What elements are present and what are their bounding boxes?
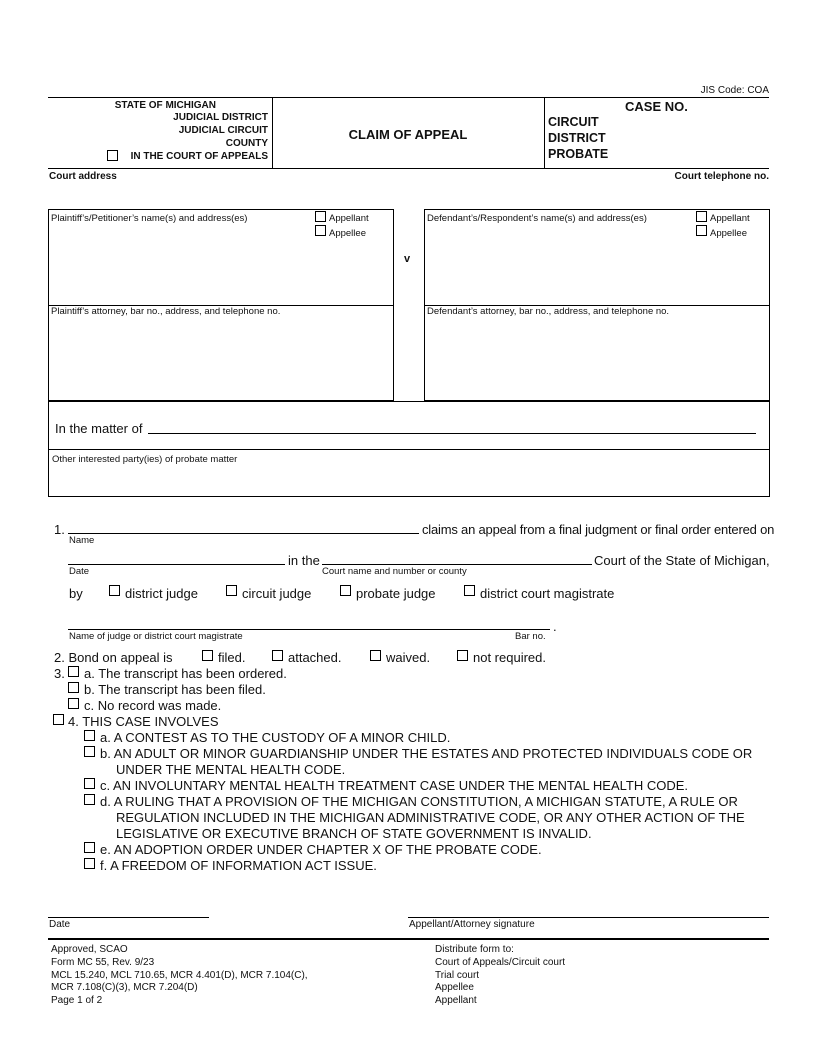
bond-label: 2. Bond on appeal is	[54, 650, 173, 665]
judgment-date-line[interactable]	[68, 564, 285, 565]
item4f-label: f. A FREEDOM OF INFORMATION ACT ISSUE.	[100, 858, 377, 873]
appellant-name-line[interactable]	[68, 533, 419, 534]
defendant-label: Defendant’s/Respondent’s name(s) and address(es)	[427, 213, 647, 224]
case-type-district: DISTRICT	[548, 131, 606, 145]
district-judge-label: district judge	[125, 586, 198, 601]
item4b-checkbox[interactable]	[84, 746, 95, 757]
header-bottom-rule	[48, 168, 769, 169]
bond-waived-label: waived.	[386, 650, 431, 665]
bond-not-required-checkbox[interactable]	[457, 650, 468, 661]
footer-dist-trial: Trial court	[435, 969, 480, 981]
item4b-label-line2: UNDER THE MENTAL HEALTH CODE.	[116, 762, 346, 777]
court-address-label: Court address	[49, 171, 117, 182]
bond-waived-checkbox[interactable]	[370, 650, 381, 661]
footer-dist-appellant: Appellant	[435, 995, 477, 1007]
bond-attached-label: attached.	[288, 650, 342, 665]
in-matter-of-label: In the matter of	[55, 421, 143, 436]
item4c-label: c. AN INVOLUNTARY MENTAL HEALTH TREATMENT CASE UNDER THE MENTAL HEALTH CODE.	[100, 778, 688, 793]
court-caption: Court name and number or county	[322, 566, 467, 577]
district-magistrate-label: district court magistrate	[480, 586, 615, 601]
versus-label: v	[404, 253, 411, 265]
footer-page: Page 1 of 2	[51, 995, 103, 1007]
footer-form-no: Form MC 55, Rev. 9/23	[51, 956, 155, 968]
transcript-ordered-checkbox[interactable]	[68, 666, 79, 677]
county-label: COUNTY	[225, 138, 268, 149]
footer-left	[51, 944, 308, 1008]
header-divider-2	[544, 97, 545, 168]
item4b-label-line1: b. AN ADULT OR MINOR GUARDIANSHIP UNDER THE ESTATES AND PROTECTED INDIVIDUALS CODE OR	[100, 746, 753, 761]
plaintiff-attorney-label: Plaintiff’s attorney, bar no., address, and telephone no.	[51, 306, 281, 317]
plaintiff-appellee-checkbox[interactable]	[315, 225, 326, 236]
transcript-ordered-label: a. The transcript has been ordered.	[84, 666, 287, 681]
in-the-text: in the	[288, 553, 320, 568]
probate-judge-checkbox[interactable]	[340, 585, 351, 596]
plaintiff-appellant-checkbox[interactable]	[315, 211, 326, 222]
footer-mcl-1: MCL 15.240, MCL 710.65, MCR 4.401(D), MCR 7.104(C),	[51, 969, 308, 981]
item4e-label: e. AN ADOPTION ORDER UNDER CHAPTER X OF THE PROBATE CODE.	[100, 842, 542, 857]
judicial-circuit-label: JUDICIAL CIRCUIT	[178, 125, 268, 136]
state-label: STATE OF MICHIGAN	[114, 100, 216, 111]
plaintiff-label: Plaintiff’s/Petitioner’s name(s) and address(es)	[51, 213, 248, 224]
transcript-filed-checkbox[interactable]	[68, 682, 79, 693]
item4f-checkbox[interactable]	[84, 858, 95, 869]
judge-line-period: .	[553, 619, 557, 634]
bar-no-caption: Bar no.	[515, 631, 546, 642]
item4e-checkbox[interactable]	[84, 842, 95, 853]
defendant-attorney-label: Defendant’s attorney, bar no., address, and telephone no.	[427, 306, 670, 317]
footer-mcl-2: MCR 7.108(C)(3), MCR 7.204(D)	[51, 982, 198, 994]
item4d-checkbox[interactable]	[84, 794, 95, 805]
date-caption: Date	[69, 566, 90, 577]
case-type-probate: PROBATE	[548, 147, 609, 161]
signature-label: Appellant/Attorney signature	[409, 919, 535, 930]
district-magistrate-checkbox[interactable]	[464, 585, 475, 596]
defendant-appellant-label: Appellant	[710, 213, 750, 224]
name-caption: Name	[69, 535, 95, 546]
signature-line[interactable]	[408, 917, 769, 918]
item1-number: 1.	[54, 522, 65, 537]
no-record-label: c. No record was made.	[84, 698, 222, 713]
judge-caption: Name of judge or district court magistrate	[69, 631, 243, 642]
case-involves-checkbox[interactable]	[53, 714, 64, 725]
case-type-circuit: CIRCUIT	[548, 115, 599, 129]
plaintiff-appellant-label: Appellant	[329, 213, 369, 224]
by-label: by	[69, 586, 83, 601]
court-of-appeals-label: IN THE COURT OF APPEALS	[130, 151, 268, 162]
signature-date-line[interactable]	[48, 917, 209, 918]
form-title: CLAIM OF APPEAL	[348, 127, 468, 142]
header-top-rule	[48, 97, 769, 98]
footer-dist-court-appeals: Court of Appeals/Circuit court	[435, 956, 566, 968]
in-matter-of-line[interactable]	[148, 433, 756, 434]
item4a-checkbox[interactable]	[84, 730, 95, 741]
item4d-label-line3: LEGISLATIVE OR EXECUTIVE BRANCH OF STATE GOVERNMENT IS INVALID.	[116, 826, 592, 841]
footer-rule	[48, 938, 769, 940]
plaintiff-appellee-label: Appellee	[329, 228, 366, 239]
circuit-judge-checkbox[interactable]	[226, 585, 237, 596]
item4a-label: a. A CONTEST AS TO THE CUSTODY OF A MINOR CHILD.	[100, 730, 451, 745]
bond-filed-checkbox[interactable]	[202, 650, 213, 661]
footer-right	[435, 944, 565, 1008]
probate-judge-label: probate judge	[356, 586, 436, 601]
probate-divider	[48, 449, 770, 450]
bond-not-required-label: not required.	[473, 650, 546, 665]
court-telephone-label: Court telephone no.	[674, 171, 769, 182]
item3-number: 3.	[54, 666, 65, 681]
judge-name-line[interactable]	[68, 629, 550, 630]
bond-filed-label: filed.	[218, 650, 246, 665]
case-no-label: CASE NO.	[625, 99, 688, 114]
defendant-appellant-checkbox[interactable]	[696, 211, 707, 222]
case-involves-title: 4. THIS CASE INVOLVES	[68, 714, 219, 729]
item4d-label-line1: d. A RULING THAT A PROVISION OF THE MICHIGAN CONSTITUTION, A MICHIGAN STATUTE, A RULE OR	[100, 794, 738, 809]
judicial-district-label: JUDICIAL DISTRICT	[173, 112, 268, 123]
footer-distribute: Distribute form to:	[435, 944, 514, 955]
claims-appeal-text: claims an appeal from a final judgment or final order entered on	[422, 522, 775, 537]
signature-date-label: Date	[49, 919, 71, 930]
jis-code: JIS Code: COA	[700, 85, 769, 96]
item4c-checkbox[interactable]	[84, 778, 95, 789]
court-name-line[interactable]	[322, 564, 592, 565]
defendant-appellee-label: Appellee	[710, 228, 747, 239]
transcript-filed-label: b. The transcript has been filed.	[84, 682, 266, 697]
bond-attached-checkbox[interactable]	[272, 650, 283, 661]
footer-dist-appellee: Appellee	[435, 982, 474, 994]
court-of-state-text: Court of the State of Michigan,	[594, 553, 770, 568]
no-record-checkbox[interactable]	[68, 698, 79, 709]
footer-approved: Approved, SCAO	[51, 944, 128, 955]
item4d-label-line2: REGULATION INCLUDED IN THE MICHIGAN ADMINISTRATIVE CODE, OR ANY OTHER ACTION OF THE	[116, 810, 745, 825]
other-parties-label: Other interested party(ies) of probate matter	[52, 454, 238, 465]
district-judge-checkbox[interactable]	[109, 585, 120, 596]
defendant-appellee-checkbox[interactable]	[696, 225, 707, 236]
circuit-judge-label: circuit judge	[242, 586, 312, 601]
